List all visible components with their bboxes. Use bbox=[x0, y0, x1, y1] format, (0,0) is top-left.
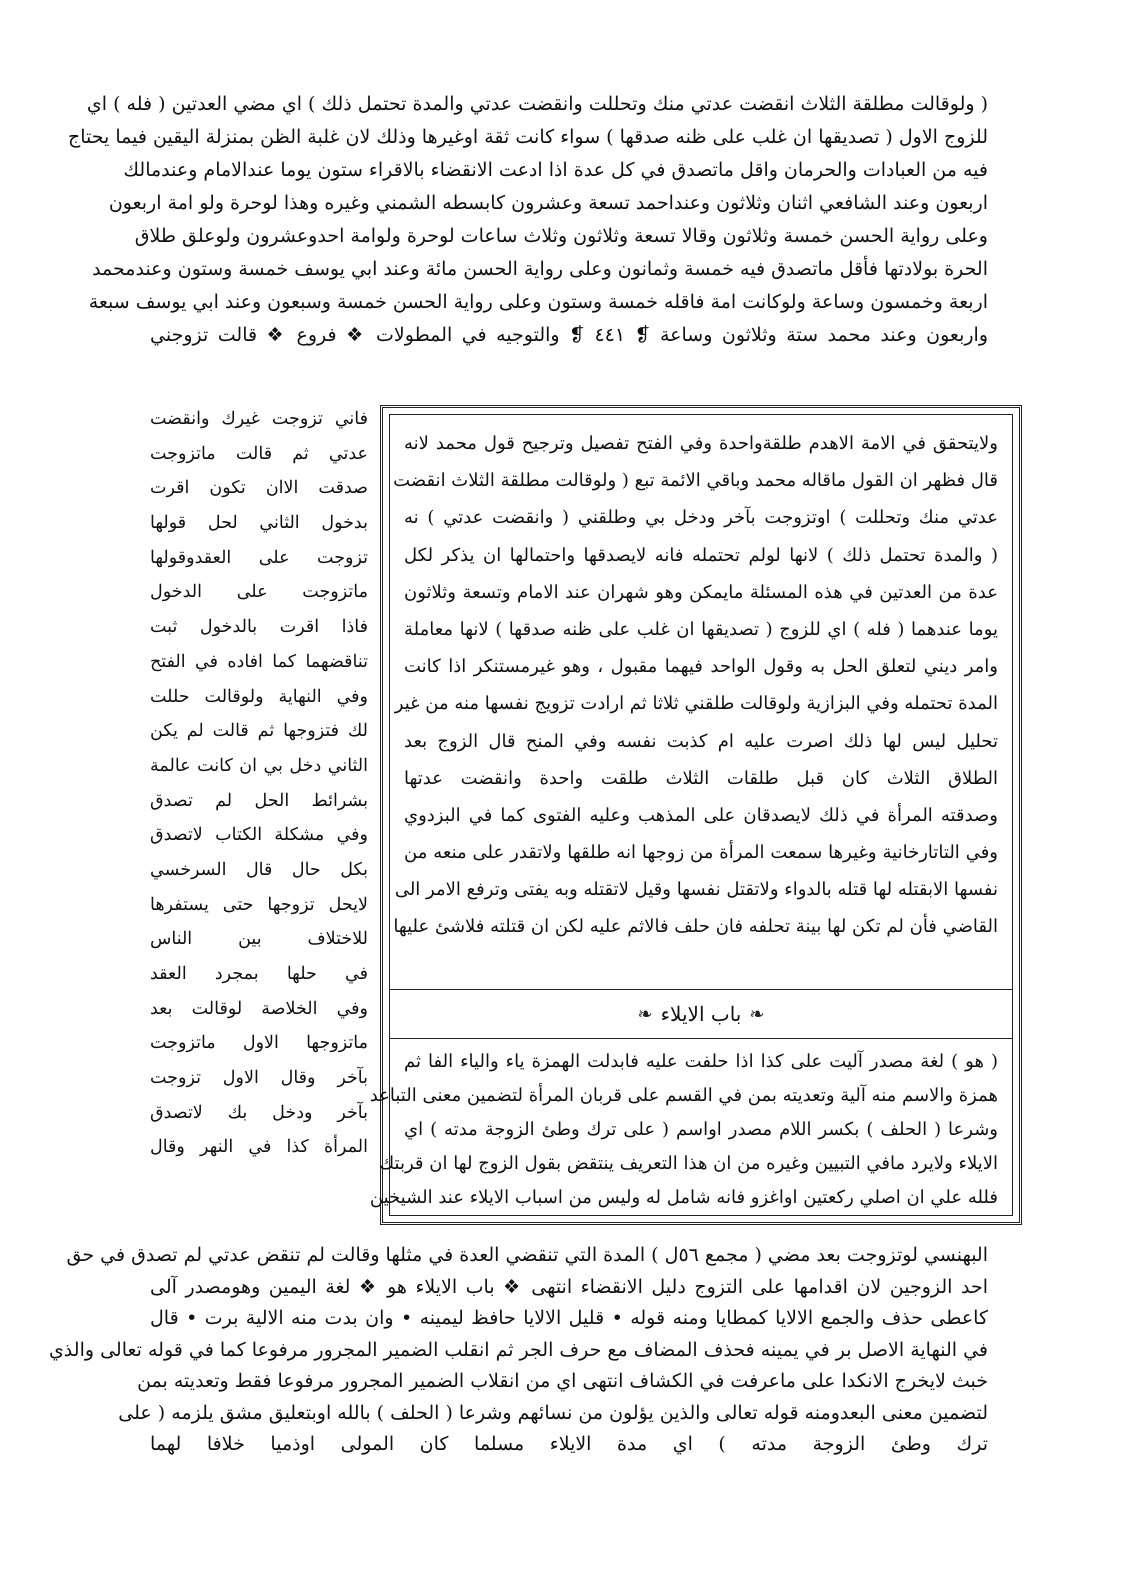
commentary-line: لتضمين معنى البعدومنه قوله تعالى والذين يؤلون من نسائهم وشرعا ( الحلف ) بالله اوبتعليق مشق يلزمه ( على bbox=[118, 1401, 988, 1424]
main-line: ولايتحقق في الامة الاهدم طلقةواحدة وفي الفتح تفصيل وترجيح قول محمد لانه bbox=[404, 433, 998, 454]
commentary-line: اربعون وعند الشافعي اثنان وثلاثون وعنداحمد تسعة وعشرون كابسطه الشمني وغيره وهذا لوحرة ولو امة اربعون bbox=[108, 192, 988, 214]
side-line: الثاني دخل بي ان كانت عالمة bbox=[150, 755, 368, 776]
main-line: القاضي فأن لم تكن لها بينة تحلفه فان حلف فالاثم عليه لكن ان قتلته فلاشئ عليها bbox=[393, 916, 998, 938]
side-line: بكل حال قال السرخسي bbox=[150, 859, 368, 880]
chapter-line: الايلاء ولايرد مافي التبيين وغيره من ان هذا التعريف ينتقض بقول الزوج لها ان قربتك bbox=[379, 1153, 998, 1174]
commentary-line: الحرة بولادتها فأقل ماتصدق فيه خمسة وثمانون وعلى رواية الحسن مائة وعند ابي يوسف خمسة وستون وعندمحمد bbox=[92, 258, 988, 280]
side-line: بآخر وقال الاول تزوجت bbox=[150, 1068, 368, 1089]
main-line: يوما عندهما ( فله ) اي للزوج ( تصديقها ان غلب على ظنه صدقها ) لانها معاملة bbox=[404, 618, 998, 640]
main-line: ( والمدة تحتمل ذلك ) لانها لولم تحتمله فانه لايصدقها واحتمالها ان يذكر لكل bbox=[404, 544, 998, 566]
commentary-line: احد الزوجين لان اقدامها على التزوج دليل الانقضاء انتهى ❖ باب الايلاء هو ❖ لغة اليمين وهومصدر آلى bbox=[150, 1275, 988, 1298]
side-line: بشرائط الحل لم تصدق bbox=[150, 790, 368, 811]
commentary-line: ( ولوقالت مطلقة الثلاث انقضت عدتي منك وتحللت وانقضت عدتي والمدة تحتمل ذلك ) اي مضي العدتين ( فله ) اي bbox=[86, 93, 988, 115]
side-commentary-column bbox=[150, 402, 368, 1165]
side-line: للاختلاف بين الناس bbox=[150, 929, 368, 950]
main-text-frame bbox=[369, 405, 1022, 1225]
side-line: في حلها بمجرد العقد bbox=[150, 964, 368, 984]
side-line: ماتزوجت على الدخول bbox=[150, 582, 368, 603]
ornament-icon: ❧ bbox=[637, 1003, 653, 1025]
side-line: بدخول الثاني لحل قولها bbox=[150, 513, 368, 534]
chapter-line: وشرعا ( الحلف ) بكسر اللام مصدر اواسم ( على ترك وطئ الزوجة مدته ) اي bbox=[404, 1119, 998, 1140]
main-line: عدتي منك وتحللت ) اوتزوجت بآخر ودخل بي وطلقني ( وانقضت عدتي ) نه bbox=[404, 507, 998, 529]
chapter-text bbox=[369, 1045, 998, 1215]
bottom-commentary bbox=[48, 1240, 988, 1461]
chapter-line: فلله علي ان اصلي ركعتين اواغزو فانه شامل له وليس من اسباب الايلاء عند الشيخين bbox=[369, 1187, 998, 1208]
main-line: تحليل ليس لها ذلك اصرت عليه ام كذبت نفسه وفي المنح قال الزوج بعد bbox=[404, 730, 998, 752]
chapter-heading bbox=[390, 989, 1012, 1039]
top-commentary bbox=[67, 88, 988, 352]
side-line: بآخر ودخل بك لاتصدق bbox=[150, 1102, 368, 1123]
chapter-title: باب الايلاء bbox=[660, 1002, 742, 1026]
commentary-line: وعلى رواية الحسن خمسة وثلاثون وقالا تسعة وثلاثون وثلاث ساعات لوحرة ولوامة احدوعشرون ولوعلق طلاق bbox=[134, 225, 988, 247]
main-line: قال فظهر ان القول ماقاله محمد وباقي الائمة تبع ( ولوقالت مطلقة الثلاث انقضت bbox=[393, 470, 998, 492]
main-line: وامر ديني لتعلق الحل به وقول الواحد فيهما مقبول ، وهو غيرمستنكر اذا كانت bbox=[404, 656, 998, 678]
main-line: وفي التاتارخانية وغيرها سمعت المرأة من زوجها انه طلقها ولاتقدر على منعه من bbox=[404, 842, 998, 864]
commentary-line: فيه من العبادات والحرمان واقل ماتصدق في كل عدة اذا ادعت الانقضاء بالاقراء ستون يوما عندالامام وعندمالك bbox=[123, 159, 988, 181]
side-line: وفي مشكلة الكتاب لاتصدق bbox=[150, 825, 368, 846]
ornament-icon: ❧ bbox=[749, 1003, 765, 1025]
side-line: وفي الخلاصة لوقالت بعد bbox=[150, 998, 368, 1019]
main-line: عدة من العدتين في هذه المسئلة مايمكن وهو شهران عند الامام وتسعة وثلاثون bbox=[404, 581, 998, 603]
side-line: تزوجت على العقدوقولها bbox=[150, 547, 368, 568]
main-text-inner-frame bbox=[369, 414, 1013, 1216]
side-line: فاني تزوجت غيرك وانقضت bbox=[150, 409, 368, 429]
chapter-line: همزة والاسم منه آلية وتعديته بمن في القسم على قربان المرأة لتضمين معنى التباعد bbox=[369, 1085, 998, 1106]
commentary-line: واربعون وعند محمد ستة وثلاثون وساعة ❡ ٤٤١ ❡ والتوجيه في المطولات ❖ فروع ❖ قالت تزوجني bbox=[150, 324, 988, 346]
main-text bbox=[393, 425, 998, 946]
chapter-line: ( هو ) لغة مصدر آليت على كذا اذا حلفت عليه فابدلت الهمزة ياء والياء الفا ثم bbox=[404, 1051, 998, 1072]
side-line: لايحل تزوجها حتى يستفرها bbox=[150, 894, 368, 915]
side-line: لك فتزوجها ثم قالت لم يكن bbox=[150, 721, 368, 742]
side-line: ماتزوجها الاول ماتزوجت bbox=[150, 1033, 368, 1054]
side-line: المرأة كذا في النهر وقال bbox=[150, 1137, 368, 1158]
main-line: المدة تحتمله وفي البزازية ولوقالت طلقني ثلاثا ثم ارادت تزويج نفسها منه من غير bbox=[394, 693, 998, 715]
side-line: عدتي ثم قالت ماتزوجت bbox=[150, 443, 368, 464]
side-line: فاذا اقرت بالدخول ثبت bbox=[150, 617, 368, 638]
main-line: وصدقته المرأة في ذلك لايصدقان على المذهب وعليه الفتوى كما في البزدوي bbox=[404, 804, 998, 826]
commentary-line: في النهاية الاصل بر في يمينه فحذف المضاف مع حرف الجر ثم انقلب الضمير المجرور مرفوعا كما في قوله تعالى والذي bbox=[48, 1338, 988, 1361]
commentary-line: للزوج الاول ( تصديقها ان غلب على ظنه صدقها ) سواء كانت ثقة اوغيرها وذلك لان غلبة الظن بمنزلة اليقين فيما يحتاج bbox=[67, 126, 988, 148]
commentary-line: كاعطى حذف والجمع الالايا كمطايا ومنه قوله • قليل الالايا حافظ ليمينه • وان بدت منه الالية برت • قال bbox=[150, 1307, 988, 1329]
side-line: تناقضهما كما افاده في الفتح bbox=[150, 651, 368, 672]
main-line: نفسها الابقتله لها قتله بالدواء ولاتقتل نفسها وقيل لاتقتله وبه يفتى وترفع الامر الى bbox=[394, 879, 998, 901]
commentary-line: البهنسي لوتزوجت بعد مضي ( مجمع ٥٦ل ) المدة التي تنقضي العدة في مثلها وقالت لم تنقض عدتي لم تصدق في حق bbox=[66, 1244, 988, 1266]
commentary-line: ترك وطئ الزوجة مدته ) اي مدة الايلاء مسلما كان المولى اوذميا خلافا لهما bbox=[150, 1433, 988, 1455]
main-line: الطلاق الثلاث كان قبل طلقات الثلاث طلقت واحدة وانقضت عدتها bbox=[404, 767, 998, 789]
commentary-line: اربعة وخمسون وساعة ولوكانت امة فاقله خمسة وستون وعلى رواية الحسن خمسة وسبعون وعند ابي يوسف سبعة bbox=[88, 291, 988, 313]
side-line: وفي النهاية ولوقالت حللت bbox=[150, 686, 368, 707]
commentary-line: خبث لايخرج الانكدا على ماعرفت في الكشاف انتهى اي من انقلاب الضمير المجرور مرفوعا فقط وتعديته بمن bbox=[137, 1370, 988, 1392]
side-line: صدقت الاان تكون اقرت bbox=[150, 478, 368, 499]
